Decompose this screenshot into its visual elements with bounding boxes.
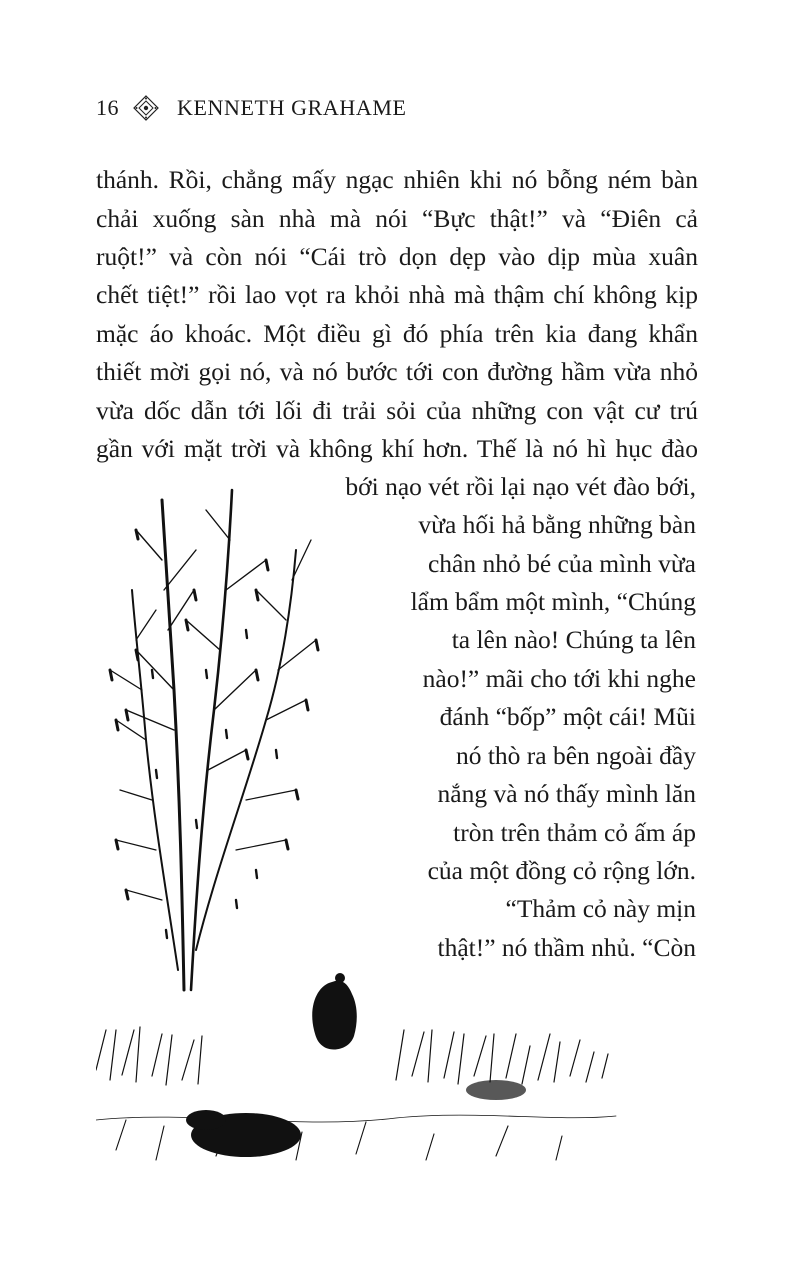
wrapped-line: tròn trên thảm cỏ ấm áp xyxy=(453,818,696,847)
wrapped-line: chân nhỏ bé của mình vừa xyxy=(427,549,696,578)
page-number: 16 xyxy=(96,95,119,120)
diamond-ornament-icon xyxy=(133,95,159,121)
page-header xyxy=(96,95,407,121)
body-line: thiết mời gọi nó, và nó bước tới con đường hầm vừa nhỏ xyxy=(96,357,698,386)
running-title: KENNETH GRAHAME xyxy=(177,95,407,120)
wrapped-line: thật!” nó thầm nhủ. “Còn xyxy=(437,933,696,962)
body-line: chết tiệt!” rồi lao vọt ra khỏi nhà mà thậm chí không kịp xyxy=(96,280,698,309)
body-line: ruột!” và còn nói “Cái trò dọn dẹp vào dịp mùa xuân xyxy=(96,242,698,271)
wrapped-line: lẩm bẩm một mình, “Chúng xyxy=(410,587,696,616)
wrapped-line: vừa hối hả bằng những bàn xyxy=(418,510,696,539)
wrapped-line: ta lên nào! Chúng ta lên xyxy=(451,625,696,654)
body-line: gần với mặt trời và không khí hơn. Thế là nó hì hục đào xyxy=(96,434,698,463)
wrapped-line: của một đồng cỏ rộng lớn. xyxy=(427,856,696,885)
wrapped-line: nó thò ra bên ngoài đầy xyxy=(455,741,696,770)
wrapped-line: nào!” mãi cho tới khi nghe xyxy=(422,664,696,693)
wrapped-line: nắng và nó thấy mình lăn xyxy=(437,779,696,808)
body-line: chải xuống sàn nhà mà nói “Bực thật!” và “Điên cả xyxy=(96,204,698,233)
body-line: thánh. Rồi, chẳng mấy ngạc nhiên khi nó bỗng ném bàn xyxy=(96,165,698,194)
wrapped-line: bới nạo vét rồi lại nạo vét đào bới, xyxy=(345,472,696,501)
wrapped-line: “Thảm cỏ này mịn xyxy=(505,894,696,923)
tree-and-mole-illustration xyxy=(96,470,636,1190)
wrapped-line: đánh “bốp” một cái! Mũi xyxy=(439,702,696,731)
body-line: vừa dốc dẫn tới lối đi trải sỏi của những con vật cư trú xyxy=(96,396,698,425)
body-line: mặc áo khoác. Một điều gì đó phía trên kia đang khẩn xyxy=(96,319,698,348)
